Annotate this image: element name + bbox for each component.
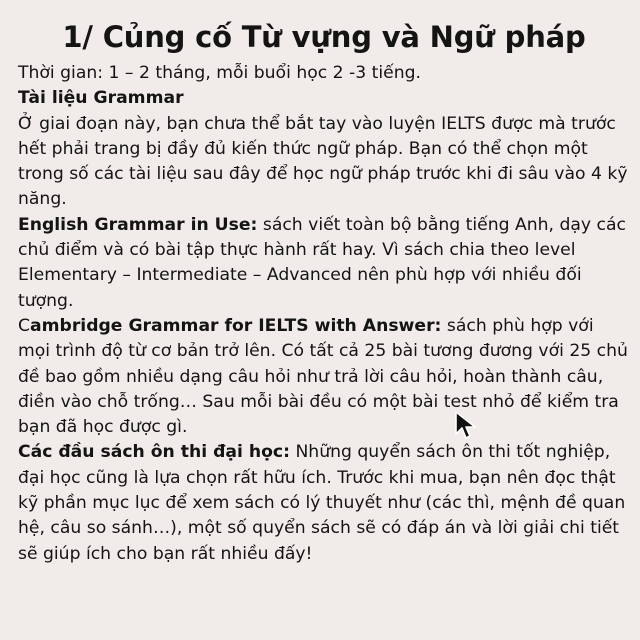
item-cambridge-grammar	[18, 314, 630, 440]
grammar-heading-label: Tài liệu Grammar	[18, 88, 184, 109]
mouse-pointer-icon	[454, 410, 480, 440]
item-name-lead: C	[18, 315, 31, 336]
intro-paragraph: Ở giai đoạn này, bạn chưa thể bắt tay vào luyện IELTS được mà trước hết phải trang bị đầy đủ kiến thức ngữ pháp. Bạn có thể chọn một trong số các tài liệu sau đây để học ngữ pháp trước khi đi sâu vào 4 kỹ năng.	[18, 113, 628, 210]
item-name: ambridge Grammar for IELTS with Answer:	[30, 315, 442, 336]
item-description: sách phù hợp với mọi trình độ từ cơ bản trở lên. Có tất cả 25 bài tương đương với 25 chủ đề bao gồm nhiều dạng câu hỏi như trả lời câu hỏi, hoàn thành câu, điền vào chỗ trống… Sau mỗi bài đều có một bài test nhỏ để kiểm tra bạn đã học được gì.	[18, 315, 628, 438]
grammar-heading	[18, 86, 630, 111]
time-line: Thời gian: 1 – 2 tháng, mỗi buổi học 2 -3 tiếng.	[18, 63, 421, 83]
document-page	[18, 14, 630, 567]
item-name: English Grammar in Use:	[18, 214, 258, 235]
item-university-exam-books	[18, 440, 630, 566]
item-description: Những quyển sách ôn thi tốt nghiệp, đại học cũng là lựa chọn rất hữu ích. Trước khi mua, bạn nên đọc thật kỹ phần mục lục để xem sách có lý thuyết như (các thì, mệnh đề quan hệ, câu so sánh…), một số quyển sách sẽ có đáp án và lời giải chi tiết sẽ giúp ích cho bạn rất nhiều đấy!	[18, 442, 626, 564]
page-title: 1/ Củng cố Từ vựng và Ngữ pháp	[62, 20, 586, 54]
document-body	[18, 61, 630, 567]
item-english-grammar-in-use	[18, 213, 630, 314]
item-name: Các đầu sách ôn thi đại học:	[18, 442, 290, 463]
item-description: sách viết toàn bộ bằng tiếng Anh, dạy các chủ điểm và có bài tập thực hành rất hay. Vì sách chia theo level Elementary – Intermediate – Advanced nên phù hợp với nhiều đối tượng.	[18, 214, 626, 311]
